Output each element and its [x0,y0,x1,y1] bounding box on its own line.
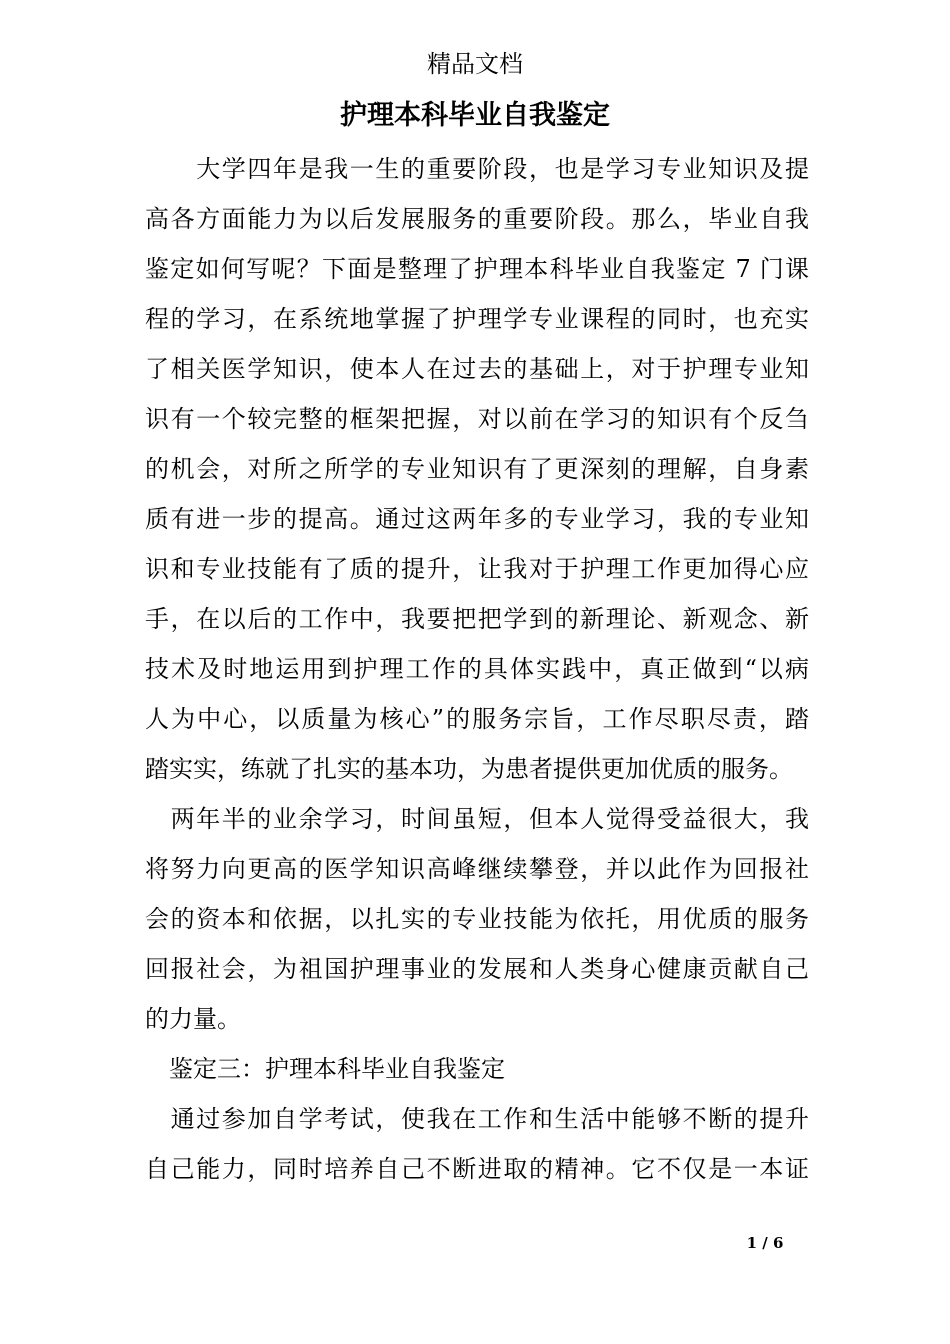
section-heading: 鉴定三：护理本科毕业自我鉴定 [145,1055,505,1083]
body-line: 程的学习，在系统地掌握了护理学专业课程的同时，也充实 [145,305,809,333]
page-header: 精品文档 [427,50,523,78]
body-line: 手，在以后的工作中，我要把把学到的新理论、新观念、新 [145,605,809,633]
body-line: 将努力向更高的医学知识高峰继续攀登，并以此作为回报社 [145,855,809,883]
body-line: 通过参加自学考试，使我在工作和生活中能够不断的提升 [145,1105,809,1133]
body-line: 质有进一步的提高。通过这两年多的专业学习，我的专业知 [145,505,809,533]
body-line: 的机会，对所之所学的专业知识有了更深刻的理解，自身素 [145,455,809,483]
document-title: 护理本科毕业自我鉴定 [340,100,610,131]
body-line: 回报社会，为祖国护理事业的发展和人类身心健康贡献自己 [145,955,809,983]
body-line: 会的资本和依据，以扎实的专业技能为依托，用优质的服务 [145,905,809,933]
body-line: 了相关医学知识，使本人在过去的基础上，对于护理专业知 [145,355,809,383]
body-line: 鉴定如何写呢？下面是整理了护理本科毕业自我鉴定 7 门课 [145,255,809,283]
page-indicator: 1 / 6 [746,1234,784,1252]
body-line: 技术及时地运用到护理工作的具体实践中，真正做到“以病 [145,655,809,683]
body-line: 自己能力，同时培养自己不断进取的精神。它不仅是一本证 [145,1155,809,1183]
body-line: 人为中心，以质量为核心”的服务宗旨，工作尽职尽责，踏 [145,705,809,733]
body-line: 两年半的业余学习，时间虽短，但本人觉得受益很大，我 [145,805,809,833]
body-line: 高各方面能力为以后发展服务的重要阶段。那么，毕业自我 [145,205,809,233]
body-line: 大学四年是我一生的重要阶段，也是学习专业知识及提 [145,155,809,183]
body-line: 识有一个较完整的框架把握，对以前在学习的知识有个反刍 [145,405,809,433]
document-body [145,144,809,1194]
body-line: 踏实实，练就了扎实的基本功，为患者提供更加优质的服务。 [145,755,793,783]
body-line: 的力量。 [145,1005,241,1033]
body-line: 识和专业技能有了质的提升，让我对于护理工作更加得心应 [145,555,809,583]
